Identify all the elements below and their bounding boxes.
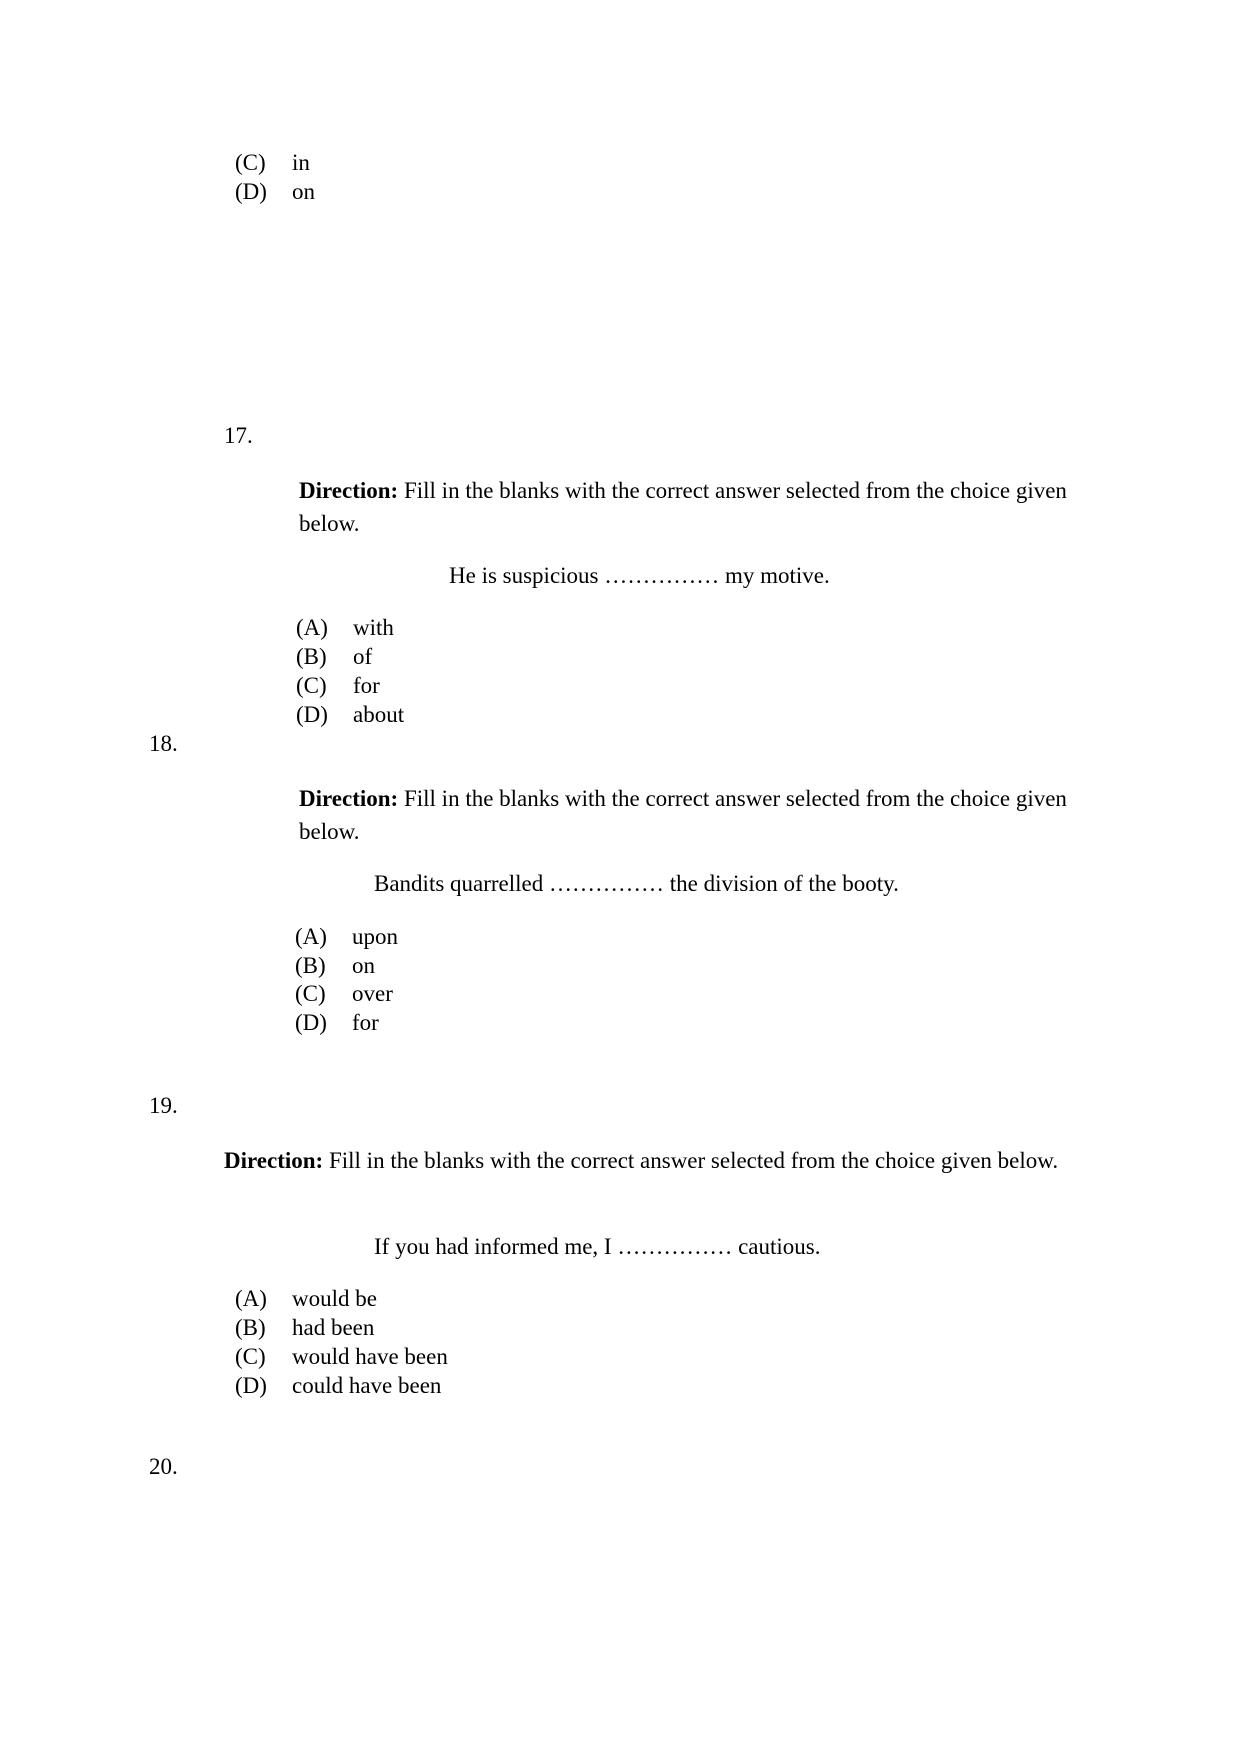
option-letter: (B) xyxy=(296,644,327,669)
direction-label: Direction: xyxy=(299,478,399,503)
option-letter: (A) xyxy=(295,924,327,949)
option-d xyxy=(235,179,635,208)
question-sentence: If you had informed me, I …………… cautious. xyxy=(374,1234,821,1259)
option-text: had been xyxy=(292,1315,375,1340)
question-number: 18. xyxy=(149,731,178,756)
direction-label: Direction: xyxy=(224,1148,324,1173)
option-letter: (B) xyxy=(235,1315,266,1340)
option-text: with xyxy=(353,615,394,640)
question-number: 17. xyxy=(224,423,253,448)
direction-body: Fill in the blanks with the correct answer selected from the choice given below. xyxy=(299,786,1067,844)
option-d xyxy=(235,1373,635,1402)
option-text: on xyxy=(352,953,375,978)
direction-label: Direction: xyxy=(299,786,399,811)
option-letter: (B) xyxy=(295,953,326,978)
direction-text xyxy=(299,474,1099,540)
question-sentence: Bandits quarrelled …………… the division of the booty. xyxy=(374,871,899,896)
option-text: for xyxy=(352,1010,379,1035)
option-letter: (A) xyxy=(296,615,328,640)
option-c xyxy=(235,1344,635,1373)
direction-text xyxy=(299,782,1099,848)
option-text: on xyxy=(292,179,315,204)
option-c xyxy=(296,673,696,702)
option-text: for xyxy=(353,673,380,698)
option-letter: (D) xyxy=(295,1010,327,1035)
direction-body: Fill in the blanks with the correct answer selected from the choice given below. xyxy=(323,1148,1059,1173)
option-a xyxy=(295,924,695,953)
option-b xyxy=(296,644,696,673)
option-c xyxy=(235,150,635,179)
option-letter: (A) xyxy=(235,1286,267,1311)
option-b xyxy=(235,1315,635,1344)
option-text: in xyxy=(292,150,310,175)
question-sentence: He is suspicious …………… my motive. xyxy=(449,563,830,588)
option-text: could have been xyxy=(292,1373,442,1398)
option-text: upon xyxy=(352,924,398,949)
option-letter: (C) xyxy=(295,981,326,1006)
option-text: about xyxy=(353,702,405,727)
option-letter: (D) xyxy=(235,1373,267,1398)
option-text: would be xyxy=(292,1286,377,1311)
option-text: would have been xyxy=(292,1344,448,1369)
option-a xyxy=(296,615,696,644)
option-a xyxy=(235,1286,635,1315)
option-c xyxy=(295,981,695,1010)
option-letter: (D) xyxy=(235,179,267,204)
option-letter: (C) xyxy=(296,673,327,698)
option-b xyxy=(295,953,695,982)
option-letter: (D) xyxy=(296,702,328,727)
question-number: 20. xyxy=(149,1454,178,1479)
question-number: 19. xyxy=(149,1093,178,1118)
option-text: over xyxy=(352,981,393,1006)
option-letter: (C) xyxy=(235,150,266,175)
option-letter: (C) xyxy=(235,1344,266,1369)
direction-text xyxy=(224,1144,1079,1177)
option-d xyxy=(295,1010,695,1039)
direction-body: Fill in the blanks with the correct answer selected from the choice given below. xyxy=(299,478,1067,536)
option-text: of xyxy=(353,644,373,669)
option-d xyxy=(296,702,696,731)
